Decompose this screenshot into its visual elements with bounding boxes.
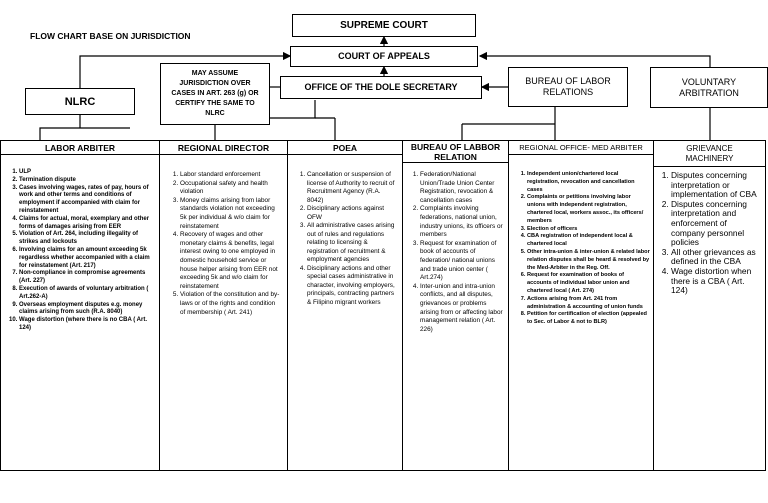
list-item: 2. Disputes concerning interpretation and enforcement of company personnel policies (671, 200, 762, 248)
arrow-va-to-ca (480, 56, 710, 67)
list-item: 5. Other intra-union & inter-union & related labor relation disputes shall be heard & resolved by the Med-Arbiter in the Reg. Off. (527, 249, 650, 272)
list-item: 1. Cancellation or suspension of license of Authority to recruit of Recruitment Agency (R.A. 8042) (307, 171, 398, 205)
list-item: 3. All other grievances as defined in the CBA (671, 248, 762, 267)
column-header: LABOR ARBITER (1, 141, 159, 155)
line-nlrc-arbiter (40, 128, 130, 140)
list-item: 2. Disciplinary actions against OFW (307, 205, 398, 222)
list-item: 1. Independent union/chartered local registration, revocation and cancellation cases (527, 171, 650, 194)
list-item: 2. Complaints involving federations, national union, industry unions, its officers or members (420, 205, 505, 239)
jurisdiction-list (293, 171, 398, 307)
supreme-court-box: SUPREME COURT (292, 14, 476, 37)
column-grievance-machinery (653, 140, 766, 471)
column-labor-arbiter (0, 140, 160, 471)
list-item: 7. Non-compliance in compromise agreements (Art. 227) (19, 270, 155, 286)
column-header: REGIONAL DIRECTOR (160, 141, 287, 155)
list-item: 3. Money claims arising from labor standards violation not exceeding 5k per individual & w/o claim for reinstatement (180, 197, 281, 231)
list-item: 1. Disputes concerning interpretation or implementation of CBA (671, 171, 762, 200)
list-item: 1. Federation/National Union/Trade Union Center Registration, revocation & cancellation cases (420, 171, 505, 205)
column-header: POEA (288, 141, 402, 155)
list-item: 3. All administrative cases arising out of rules and regulations relating to licensing & registration of recruitment & employment agencies (307, 222, 398, 265)
list-item: 5. Violation of Art. 264, including illegality of strikes and lockouts (19, 231, 155, 247)
list-item: 1. ULP (19, 169, 155, 177)
list-item: 1. Labor standard enforcement (180, 171, 281, 180)
voluntary-arbitration-box: VOLUNTARY ARBITRATION (650, 67, 768, 108)
jurisdiction-list (406, 171, 505, 334)
jurisdiction-list (5, 169, 155, 333)
list-item: 5. Violation of the constitution and by-laws or of the rights and condition of membership ( Art. 241) (180, 291, 281, 317)
dole-secretary-box: OFFICE OF THE DOLE SECRETARY (280, 76, 482, 99)
jurisdiction-list (658, 171, 762, 296)
list-item: 2. Complaints or petitions involving labor unions with independent registration, chartered local, workers assoc., its officers/ members (527, 194, 650, 225)
nlrc-box: NLRC (25, 88, 135, 115)
list-item: 4. Disciplinary actions and other special cases administrative in character, involving employers, principals, contracting partners & Filipino migrant workers (307, 265, 398, 308)
column-header: REGIONAL OFFICE- MED ARBITER (509, 141, 653, 155)
column-header: BUREAU OF LABBOR RELATION (403, 141, 508, 163)
list-item: 4. Claims for actual, moral, exemplary and other forms of damages arising from EER (19, 216, 155, 232)
list-item: 8. Execution of awards of voluntary arbitration ( Art.262-A) (19, 286, 155, 302)
blr-box: BUREAU OF LABOR RELATIONS (508, 67, 628, 107)
court-of-appeals-box: COURT OF APPEALS (290, 46, 478, 67)
list-item: 8. Petition for certification of election (appealed to Sec. of Labor & not to BLR) (527, 311, 650, 327)
list-item: 7. Actions arising from Art. 241 from administration & accounting of union funds (527, 296, 650, 312)
jurisdiction-list (513, 171, 650, 327)
list-item: 3. Election of officers (527, 226, 650, 234)
list-item: 3. Cases involving wages, rates of pay, hours of work and other terms and conditions of employment if accompanied with claim for reinstatement (19, 185, 155, 216)
list-item: 4. CBA registration of independent local & chartered local (527, 233, 650, 249)
list-item: 9. Overseas employment disputes e.g. money claims arising from such (R.A. 8040) (19, 302, 155, 318)
chart-title: FLOW CHART BASE ON JURISDICTION (30, 31, 191, 41)
jurisdiction-list (166, 171, 281, 317)
list-item: 2. Termination dispute (19, 177, 155, 185)
column-med-arbiter (508, 140, 654, 471)
list-item: 6. Request for examination of books of accounts of individual labor union and chartered local ( Art. 274) (527, 272, 650, 295)
list-item: 4. Recovery of wages and other monetary claims & benefits, legal interest owing to one employed in domestic household service or house helper arising from EER not exceeding 5k and w/o claim for reinstatement (180, 231, 281, 291)
list-item: 3. Request for examination of book of accounts of federation/ national unions and trade union center ( Art.274) (420, 240, 505, 283)
list-item: 6. Involving claims for an amount exceeding 5k regardless whether accompanied with a claim for reinstatement (Art. 217) (19, 247, 155, 270)
assume-jurisdiction-box: MAY ASSUME JURISDICTION OVER CASES IN ART. 263 (g) OR CERTIFY THE SAME TO NLRC (160, 63, 270, 125)
list-item: 2. Occupational safety and health violation (180, 180, 281, 197)
list-item: 10. Wage distortion (where there is no CBA ( Art. 124) (19, 317, 155, 333)
column-regional-director (159, 140, 288, 471)
list-item: 4. Inter-union and intra-union conflicts, and all disputes, grievances or problems arising from or affecting labor management relation ( Art. 226) (420, 283, 505, 335)
column-poea (287, 140, 403, 471)
column-bureau-labor-relation (402, 140, 509, 471)
column-header: GRIEVANCE MACHINERY (654, 141, 765, 167)
list-item: 4. Wage distortion when there is a CBA ( Art. 124) (671, 267, 762, 296)
